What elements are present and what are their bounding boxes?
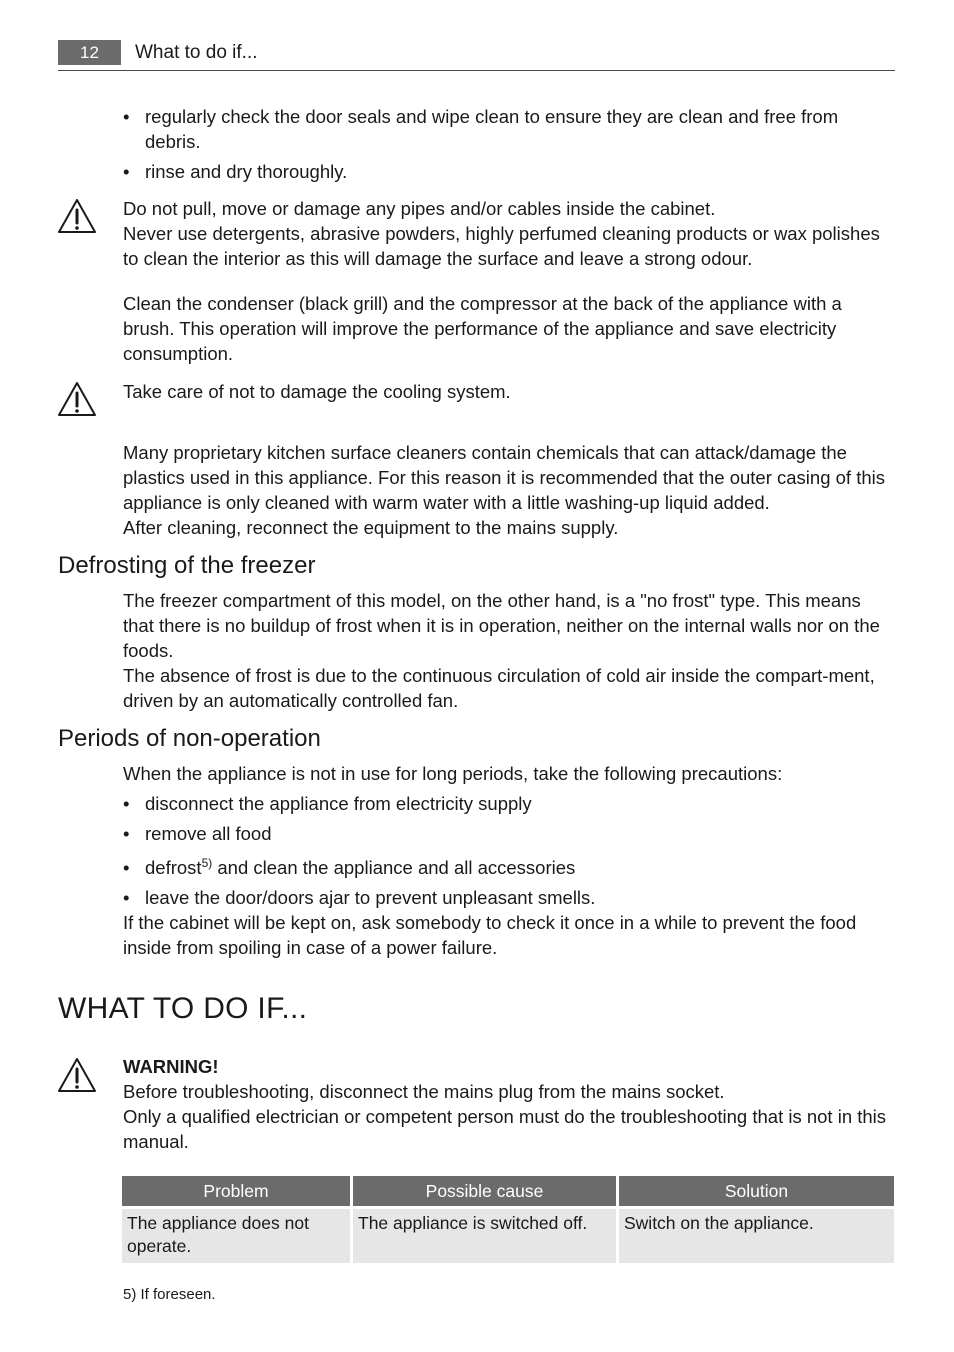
warning-triangle-icon	[57, 1057, 97, 1093]
warning-triangle-icon	[57, 198, 97, 234]
table-header-problem: Problem	[122, 1176, 350, 1206]
warning-line-unplug: Before troubleshooting, disconnect the mains plug from the mains socket.	[123, 1081, 725, 1102]
bullet-icon: •	[123, 823, 130, 844]
running-title: What to do if...	[135, 42, 258, 63]
list-item: • rinse and dry thoroughly.	[123, 161, 348, 182]
list-item: • disconnect the appliance from electricity supply	[123, 793, 532, 814]
table-header-cause: Possible cause	[353, 1176, 616, 1206]
header-divider	[58, 70, 895, 71]
chapter-heading: WHAT TO DO IF...	[58, 992, 308, 1025]
list-item: • leave the door/doors ajar to prevent unpleasant smells.	[123, 887, 596, 908]
table-cell-problem: The appliance does not operate.	[122, 1209, 350, 1263]
page-number: 12	[58, 40, 121, 65]
section-heading-defrosting: Defrosting of the freezer	[58, 552, 316, 579]
table-cell-cause: The appliance is switched off.	[353, 1209, 616, 1263]
section-heading-non-operation: Periods of non-operation	[58, 725, 321, 752]
condenser-paragraph: Clean the condenser (black grill) and the compressor at the back of the appliance with a brush. This operation will improve the performance of the appliance and save electricity consumption.	[123, 293, 842, 364]
warning-triangle-icon	[57, 381, 97, 417]
warning-line-electrician: Only a qualified electrician or competent person must do the troubleshooting that is not in this manual.	[123, 1106, 887, 1152]
bullet-icon: •	[123, 793, 130, 814]
warning-title: WARNING!	[123, 1056, 219, 1077]
defrosting-paragraph-1: The freezer compartment of this model, on the other hand, is a "no frost" type. This means that there is no buildup of frost when it is in operation, neither on the internal walls nor on the foods.	[123, 590, 880, 661]
warning-text-pipes: Do not pull, move or damage any pipes and/or cables inside the cabinet.	[123, 198, 716, 219]
non-operation-closing: If the cabinet will be kept on, ask somebody to check it once in a while to prevent the food inside from spoiling in case of a power failure.	[123, 912, 857, 958]
footnote-reference: 5)	[201, 856, 213, 870]
bullet-icon: •	[123, 857, 130, 878]
cleaners-paragraph: Many proprietary kitchen surface cleaners contain chemicals that can attack/damage the plastics used in this appliance. For this reason it is recommended that the outer casing of this appliance is only cleaned with warm water with a little washing-up liquid added.	[123, 442, 885, 513]
non-operation-intro: When the appliance is not in use for long periods, take the following precautions:	[123, 763, 783, 784]
defrost-rest: and clean the appliance and all accessories	[212, 857, 576, 878]
list-item: • remove all food	[123, 823, 272, 844]
reconnect-paragraph: After cleaning, reconnect the equipment to the mains supply.	[123, 517, 619, 538]
list-item	[123, 855, 895, 880]
bullet-icon: •	[123, 161, 130, 182]
table-cell-solution: Switch on the appliance.	[619, 1209, 894, 1263]
defrost-word: defrost	[145, 857, 202, 878]
warning-text-detergents: Never use detergents, abrasive powders, highly perfumed cleaning products or wax polishes to clean the interior as this will damage the surface and leave a strong odour.	[123, 223, 880, 269]
list-item: • regularly check the door seals and wipe clean to ensure they are clean and free from debris.	[123, 106, 839, 152]
table-header-solution: Solution	[619, 1176, 894, 1206]
bullet-icon: •	[123, 106, 130, 127]
bullet-icon: •	[123, 887, 130, 908]
defrosting-paragraph-2: The absence of frost is due to the continuous circulation of cold air inside the compart-ment, driven by an automatically controlled fan.	[123, 665, 875, 711]
warning-text-cooling: Take care of not to damage the cooling system.	[123, 381, 511, 402]
footnote: 5) If foreseen.	[123, 1286, 216, 1303]
